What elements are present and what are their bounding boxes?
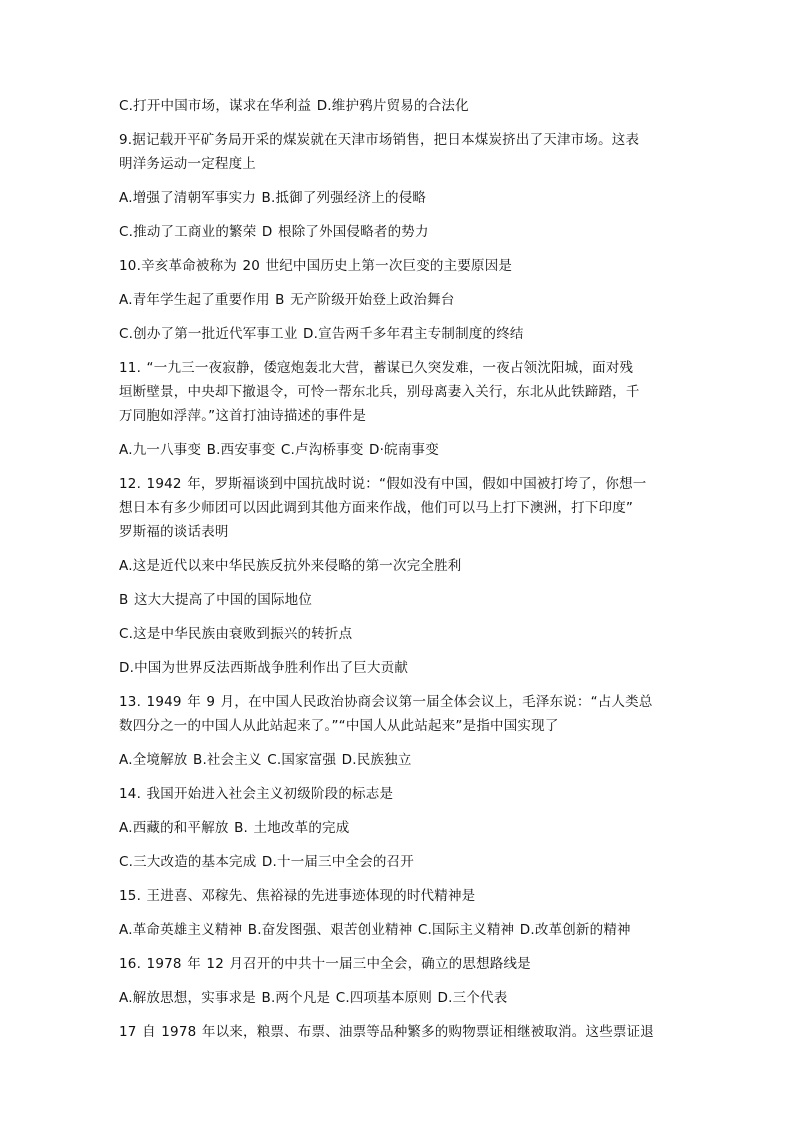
text-line: 垣断壁景，中央却下撤退令，可怜一帮东北兵，别母离妻入关行，东北从此铁蹄踏，千	[119, 384, 640, 400]
text-line: C.推动了工商业的繁荣 D 根除了外国侵略者的势力	[119, 224, 429, 240]
text-line: 罗斯福的谈话表明	[119, 524, 229, 540]
paragraph-gap	[119, 908, 685, 918]
paragraph-gap	[119, 612, 685, 622]
paragraph-gap	[119, 244, 685, 254]
text-line: 13. 1949 年 9 月，在中国人民政治协商会议第一届全体会议上，毛泽东说：“占人类总	[119, 694, 653, 710]
text-line: 11. “一九三一夜寂静，倭寇炮轰北大营，蓄谋已久突发难，一夜占领沈阳城，面对残	[119, 360, 634, 376]
text-line: A.这是近代以来中华民族反抗外来侵略的第一次完全胜利	[119, 558, 462, 574]
paragraph-gap	[119, 806, 685, 816]
paragraph-gap	[119, 118, 685, 128]
text-line: B 这大大提高了中国的国际地位	[119, 592, 313, 608]
text-line: 想日本有多少师团可以因此调到其他方面来作战，他们可以马上打下澳洲，打下印度”	[119, 500, 634, 516]
text-line: A.解放思想，实事求是 B.两个凡是 C.四项基本原则 D.三个代表	[119, 990, 508, 1006]
paragraph-gap	[119, 462, 685, 472]
text-line: A.全境解放 B.社会主义 C.国家富强 D.民族独立	[119, 752, 412, 768]
text-line: C.创办了第一批近代军事工业 D.宣告两千多年君主专制制度的终结	[119, 326, 524, 342]
text-line: 16. 1978 年 12 月召开的中共十一届三中全会，确立的思想路线是	[119, 956, 531, 972]
question-content	[119, 94, 685, 1044]
paragraph-gap	[119, 976, 685, 986]
text-line: D.中国为世界反法西斯战争胜利作出了巨大贡献	[119, 660, 409, 676]
paragraph-gap	[119, 210, 685, 220]
text-line: 14. 我国开始进入社会主义初级阶段的标志是	[119, 786, 394, 802]
paragraph-gap	[119, 738, 685, 748]
paragraph-gap	[119, 874, 685, 884]
text-line: 15. 王进喜、邓稼先、焦裕禄的先进事迹体现的时代精神是	[119, 888, 476, 904]
text-line: A.革命英雄主义精神 B.奋发图强、艰苦创业精神 C.国际主义精神 D.改革创新的精神	[119, 922, 631, 938]
text-line: A.九一八事变 B.西安事变 C.卢沟桥事变 D·皖南事变	[119, 442, 439, 458]
paragraph-gap	[119, 544, 685, 554]
text-line: 万同胞如浮萍。”这首打油诗描述的事件是	[119, 408, 367, 424]
text-line: C.这是中华民族由衰败到振兴的转折点	[119, 626, 353, 642]
paragraph-gap	[119, 1010, 685, 1020]
text-line: 12. 1942 年，罗斯福谈到中国抗战时说：“假如没有中国，假如中国被打垮了，你想一	[119, 476, 647, 492]
paragraph-gap	[119, 278, 685, 288]
paragraph-gap	[119, 312, 685, 322]
paragraph-gap	[119, 176, 685, 186]
paragraph-gap	[119, 942, 685, 952]
text-line: 数四分之一的中国人从此站起来了。”“中国人从此站起来”是指中国实现了	[119, 718, 559, 734]
text-line: A.西藏的和平解放 B. 土地改革的完成	[119, 820, 350, 836]
paragraph-gap	[119, 578, 685, 588]
paragraph-gap	[119, 840, 685, 850]
text-line: 10.辛亥革命被称为 20 世纪中国历史上第一次巨变的主要原因是	[119, 258, 513, 274]
paragraph-gap	[119, 646, 685, 656]
text-line: C.三大改造的基本完成 D.十一届三中全会的召开	[119, 854, 414, 870]
text-line: 17 自 1978 年以来，粮票、布票、油票等品种繁多的购物票证相继被取消。这些票证退	[119, 1024, 655, 1040]
paragraph-gap	[119, 680, 685, 690]
text-line: A.青年学生起了重要作用 B 无产阶级开始登上政治舞台	[119, 292, 455, 308]
paragraph-gap	[119, 428, 685, 438]
text-line: A.增强了清朝军事实力 B.抵御了列强经济上的侵略	[119, 190, 427, 206]
text-line: 9.据记载开平矿务局开采的煤炭就在天津市场销售，把日本煤炭挤出了天津市场。这表	[119, 132, 640, 148]
text-line: C.打开中国市场，谋求在华利益 D.维护鸦片贸易的合法化	[119, 98, 469, 114]
text-line: 明洋务运动一定程度上	[119, 156, 256, 172]
paragraph-gap	[119, 346, 685, 356]
paragraph-gap	[119, 772, 685, 782]
